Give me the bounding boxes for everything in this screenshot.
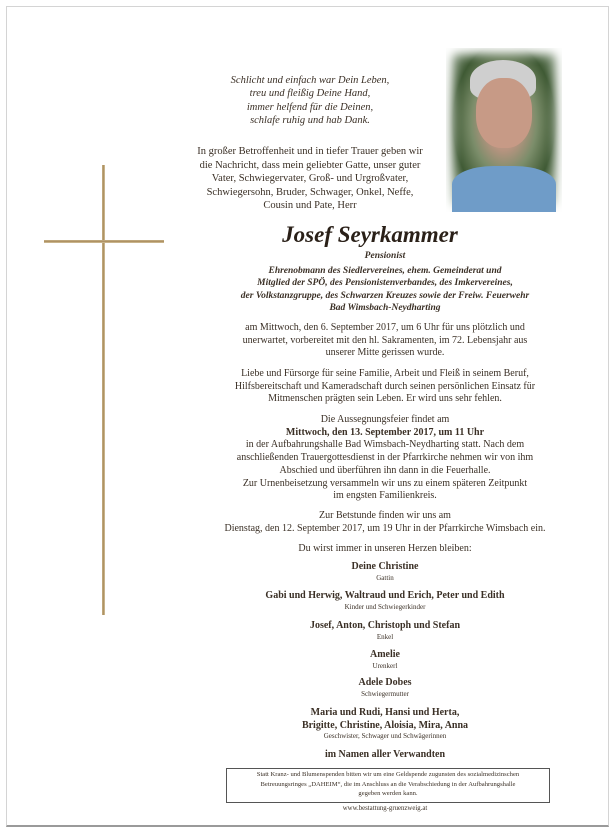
intro-line: Schwiegersohn, Bruder, Schwager, Onkel, Neffe,	[206, 186, 414, 198]
family-names: Gabi und Herwig, Waltraud und Erich, Peter und Edith	[265, 590, 505, 601]
prayer-line: Zur Betstunde finden wir uns am	[319, 510, 451, 521]
honors-line: Bad Wimsbach-Neydharting	[329, 302, 441, 313]
prayer-text	[185, 510, 585, 535]
honors-line: Mitglied der SPÖ, des Pensionistenverbandes, des Imkervereines,	[257, 278, 513, 289]
poem-line: treu und fleißig Deine Hand,	[249, 88, 371, 100]
family-names: Maria und Rudi, Hansi und Herta,	[310, 707, 460, 718]
intro-text	[172, 145, 448, 213]
tribute-line: Hilfsbereitschaft und Kameradschaft durch seinen persönlichen Einsatz für	[234, 380, 536, 392]
ceremony-line: Abschied und überführen ihn dann in die Feuerhalle.	[279, 464, 491, 476]
family-siblings	[185, 707, 585, 741]
donation-line: Betreuungsringes „DAHEIM“, die im Anschluss an die Verabschiedung in der Aufbahrungshalle	[260, 780, 516, 788]
ceremony-intro: Die Aussegnungsfeier findet am	[320, 414, 450, 425]
portrait-photo	[446, 48, 562, 212]
family-mother-in-law	[185, 677, 585, 699]
ceremony-line: anschließenden Trauergottesdienst in der Pfarrkirche nehmen wir von ihm	[236, 452, 534, 464]
death-line: am Mittwoch, den 6. September 2017, um 6 Uhr für uns plötzlich und	[245, 322, 525, 333]
intro-line: In großer Betroffenheit und in tiefer Trauer geben wir	[197, 146, 423, 157]
donation-line: gegeben werden kann.	[358, 790, 418, 797]
ceremony-date: Mittwoch, den 13. September 2017, um 11 Uhr	[285, 426, 485, 438]
death-text	[185, 322, 585, 360]
poem-line: schlafe ruhig und hab Dank.	[250, 114, 370, 126]
family-great-grandchild	[185, 649, 585, 671]
poem-line: Schlicht und einfach war Dein Leben,	[230, 75, 390, 86]
poem	[170, 74, 450, 127]
intro-line: Cousin und Pate, Herr	[263, 200, 357, 211]
family-names: Brigitte, Christine, Aloisia, Mira, Anna	[301, 719, 469, 731]
intro-line: die Nachricht, dass mein geliebter Gatte, unser guter	[199, 159, 421, 171]
deceased-name: Josef Seyrkammer	[282, 222, 458, 247]
ceremony-line: Zur Urnenbeisetzung versammeln wir uns zu einem späteren Zeitpunkt	[242, 477, 528, 489]
occupation: Pensionist	[364, 251, 406, 261]
prayer-line: Dienstag, den 12. September 2017, um 19 Uhr in der Pfarrkirche Wimsbach ein.	[224, 522, 546, 534]
ceremony-line: im engsten Familienkreis.	[333, 490, 437, 502]
ceremony-text	[185, 414, 585, 503]
tribute-line: Liebe und Fürsorge für seine Familie, Arbeit und Fleiß in seinem Beruf,	[241, 368, 529, 379]
death-line: unserer Mitte gerissen wurde.	[325, 347, 445, 359]
family-relation: Schwiegermutter	[361, 689, 409, 698]
honors	[185, 265, 585, 314]
donation-box	[226, 768, 550, 803]
closing-text: Du wirst immer in unseren Herzen bleiben:	[298, 543, 472, 554]
family-relation: Geschwister, Schwager und Schwägerinnen	[323, 732, 447, 740]
honors-line: der Volkstanzgruppe, des Schwarzen Kreuzes sowie der Freiw. Feuerwehr	[240, 290, 530, 301]
family-names: Adele Dobes	[358, 677, 412, 688]
family-relation: Gattin	[376, 573, 394, 582]
poem-line: immer helfend für die Deinen,	[246, 101, 374, 113]
family-gattin	[185, 561, 585, 583]
tribute-text	[185, 368, 585, 406]
death-line: unerwartet, vorbereitet mit den hl. Sakramenten, im 72. Lebensjahr aus	[242, 334, 528, 346]
family-grandchildren	[185, 620, 585, 642]
intro-line: Vater, Schwiegervater, Groß- und Urgroßvater,	[211, 173, 409, 184]
family-children	[185, 590, 585, 612]
donation-line: Statt Kranz- und Blumenspenden bitten wir um eine Geldspende zugunsten des sozialmedizinschen	[256, 771, 520, 778]
honors-line: Ehrenobmann des Siedlervereines, ehem. Gemeinderat und	[268, 266, 502, 276]
ceremony-line: in der Aufbahrungshalle Bad Wimsbach-Neydharting statt. Nach dem	[245, 439, 525, 451]
family-names: Josef, Anton, Christoph und Stefan	[309, 620, 461, 631]
website: www.bestattung-gruenzweig.at	[342, 805, 428, 812]
family-relation: Enkel	[376, 632, 394, 641]
family-names: Deine Christine	[351, 561, 419, 572]
signoff-text: im Namen aller Verwandten	[324, 749, 446, 760]
family-relation: Urenkerl	[372, 661, 398, 670]
family-names: Amelie	[370, 649, 400, 660]
signoff	[185, 749, 585, 762]
family-relation: Kinder und Schwiegerkinder	[344, 602, 426, 611]
tribute-line: Mitmenschen prägten sein Leben. Er wird uns sehr fehlen.	[268, 393, 502, 405]
